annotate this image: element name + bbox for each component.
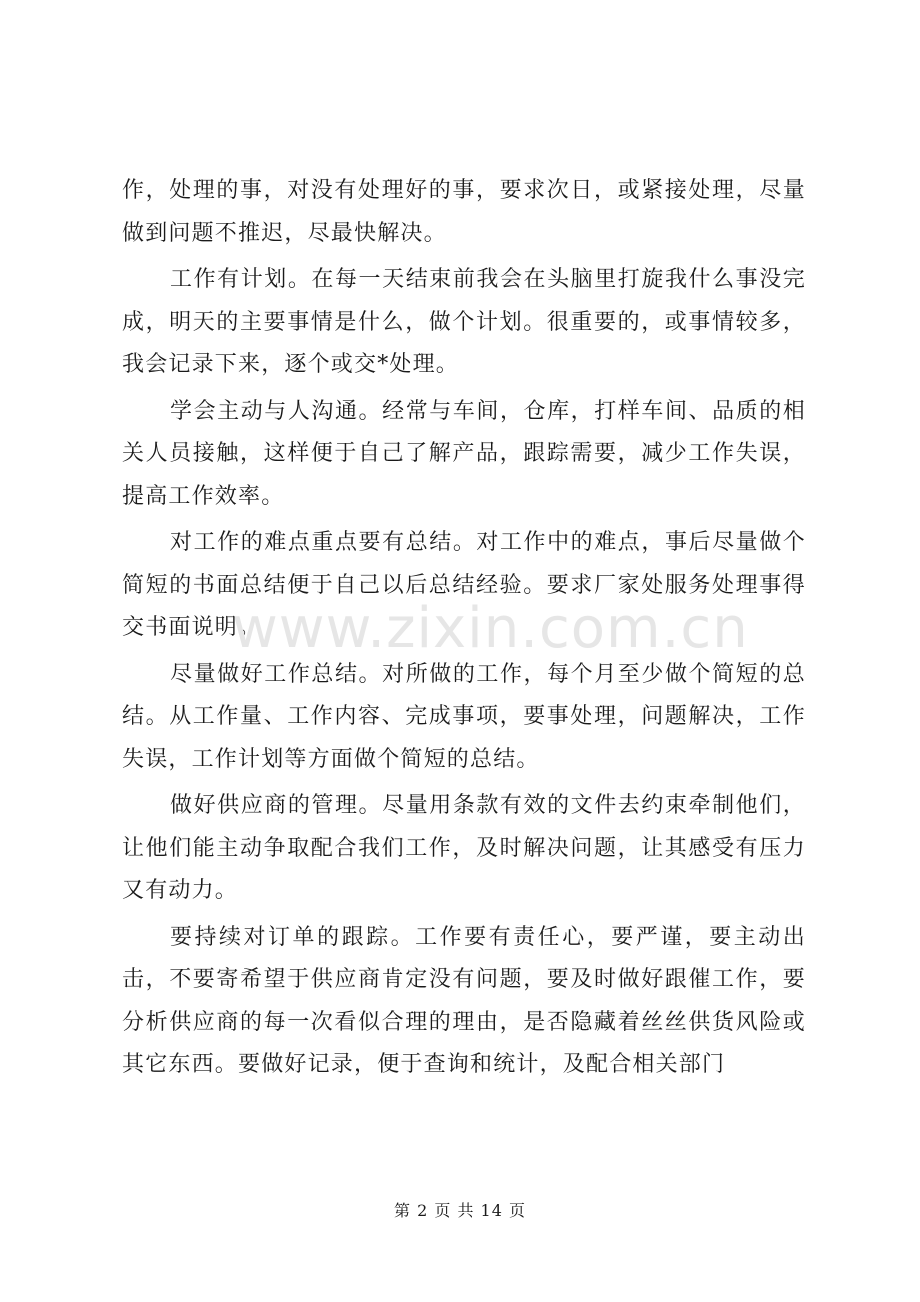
watermark: www.zixin.com.cn <box>232 596 749 661</box>
paragraph-2: 工作有计划。在每一天结束前我会在头脑里打旋我什么事没完成，明天的主要事情是什么，做个计划。很重要的，或事情较多，我会记录下来，逐个或交*处理。 <box>122 267 806 377</box>
paragraph-3: 学会主动与人沟通。经常与车间，仓库，打样车间、品质的相关人员接触，这样便于自己了解产品，跟踪需要，减少工作失误，提高工作效率。 <box>122 398 806 509</box>
paragraph-7: 要持续对订单的跟踪。工作要有责任心，要严谨，要主动出击，不要寄希望于供应商肯定没有问题，要及时做好跟催工作，要分析供应商的每一次看似合理的理由，是否隐藏着丝丝供货风险或其它东西。要做好记录，便于查询和统计，及配合相关部门 <box>122 924 806 1077</box>
page-footer: 第 2 页 共 14 页 <box>394 1201 526 1220</box>
paragraph-1: 作，处理的事，对没有处理好的事，要求次日，或紧接处理，尽量做到问题不推迟，尽最快解决。 <box>122 178 806 246</box>
paragraph-5: 尽量做好工作总结。对所做的工作，每个月至少做个简短的总结。从工作量、工作内容、完成事项，要事处理，问题解决，工作失误，工作计划等方面做个简短的总结。 <box>122 661 806 772</box>
paragraph-6: 做好供应商的管理。尽量用条款有效的文件去约束牵制他们，让他们能主动争取配合我们工作，及时解决问题，让其感受有压力又有动力。 <box>122 793 806 903</box>
paragraph-4: 对工作的难点重点要有总结。对工作中的难点，事后尽量做个简短的书面总结便于自己以后总结经验。要求厂家处服务处理事得交书面说明。 <box>122 530 806 640</box>
